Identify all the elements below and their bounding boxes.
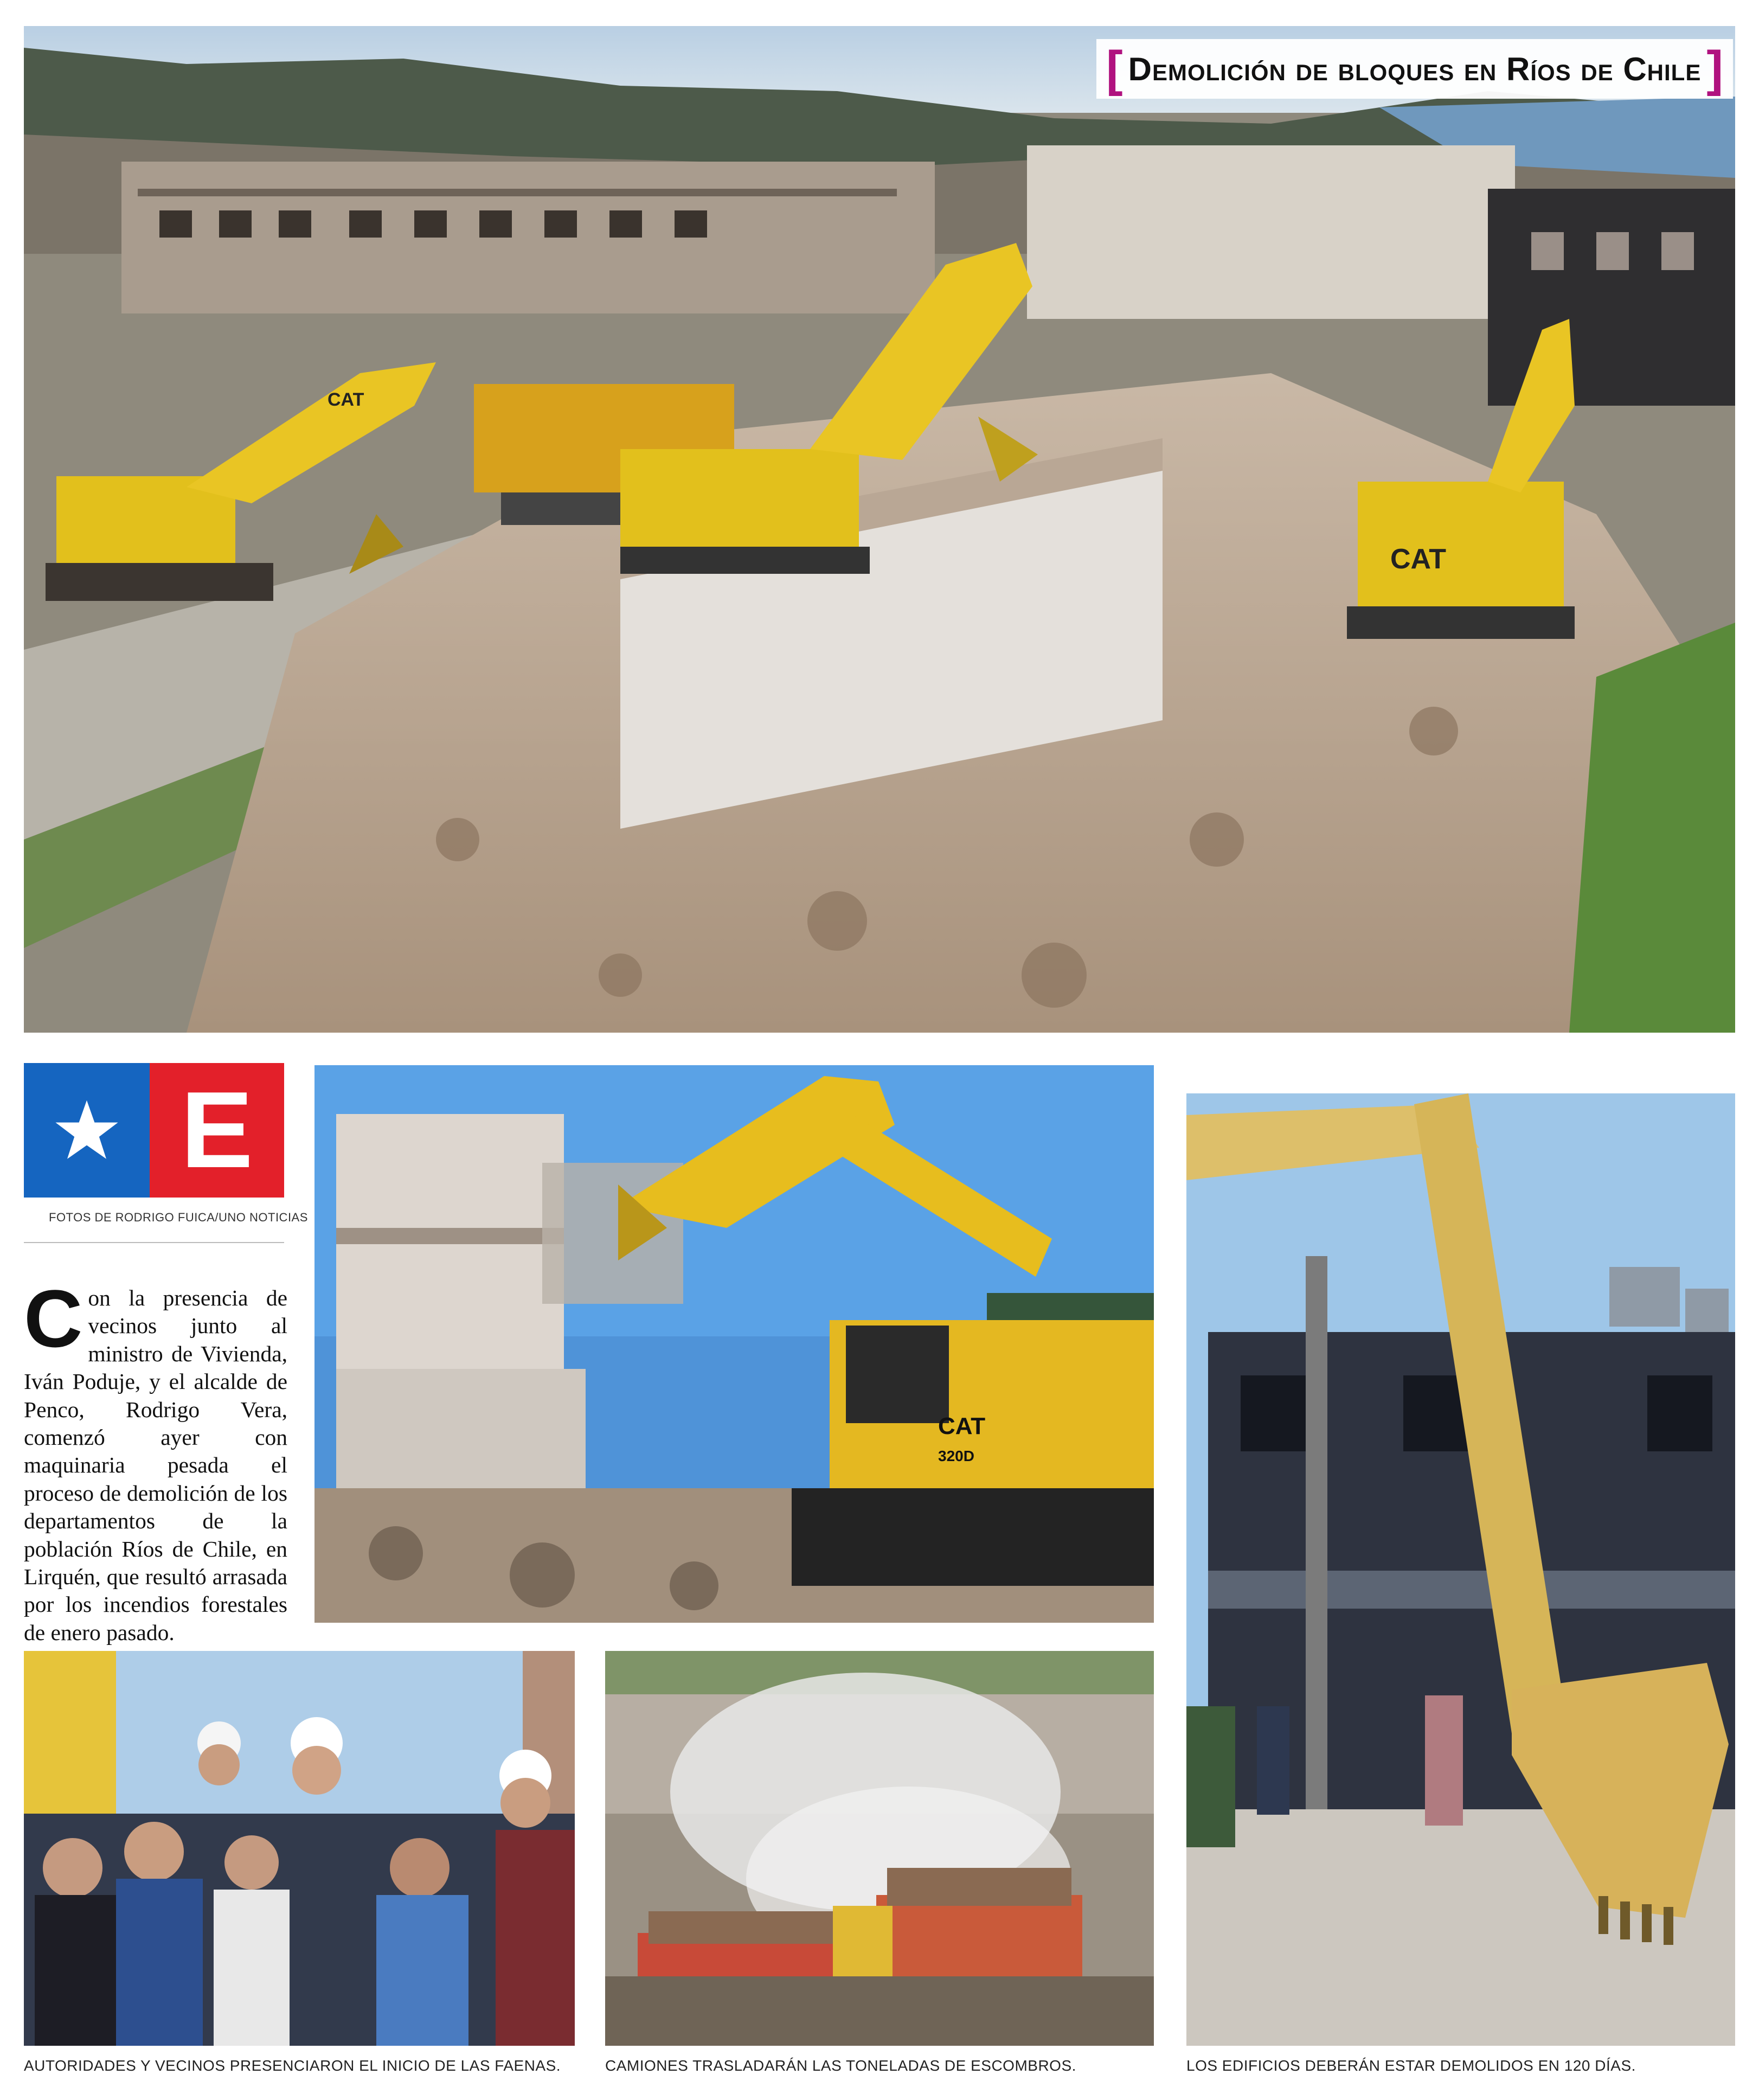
caption-trucks: CAMIONES TRASLADARÁN LAS TONELADAS DE ESCOMBROS. — [605, 2057, 1076, 2074]
caption-buildings: LOS EDIFICIOS DEBERÁN ESTAR DEMOLIDOS EN 120 DÍAS. — [1186, 2057, 1636, 2074]
authorities-photo — [24, 1651, 575, 2046]
cat-label: CAT — [328, 389, 364, 410]
cat-label: CAT — [1390, 543, 1447, 575]
photo-credit: FOTOS DE RODRIGO FUICA/UNO NOTICIAS — [49, 1211, 308, 1224]
logo-letter: E — [150, 1063, 284, 1198]
newspaper-logo — [24, 1063, 284, 1198]
article-body — [24, 1273, 287, 1647]
star-icon — [54, 1099, 119, 1162]
cat-label: CAT — [938, 1413, 986, 1439]
excavator-photo — [314, 1065, 1154, 1623]
logo-blue-panel — [24, 1063, 150, 1198]
bracket-left: [ — [1106, 41, 1123, 97]
article-text: on la presencia de vecinos junto al ministro de Vivienda, Iván Poduje, y el alcalde de Penco, Rodrigo Vera, comenzó ayer con maquinaria pesada el proceso de demolición de los departamentos de la población Ríos de Chile, en Lirquén, que resultó arrasada por los incendios forestales de enero pasado. — [24, 1285, 287, 1645]
model-label: 320D — [938, 1448, 974, 1464]
headline-title: Demolición de bloques en Ríos de Chile — [1128, 50, 1702, 87]
drop-cap: C — [24, 1273, 83, 1364]
bracket-right: ] — [1706, 41, 1723, 97]
hero-photo — [24, 26, 1735, 1033]
trucks-photo — [605, 1651, 1154, 2046]
burned-building-photo — [1186, 1093, 1735, 2046]
caption-authorities: AUTORIDADES Y VECINOS PRESENCIARON EL INICIO DE LAS FAENAS. — [24, 2057, 561, 2074]
headline — [1096, 39, 1733, 99]
divider — [24, 1242, 284, 1243]
